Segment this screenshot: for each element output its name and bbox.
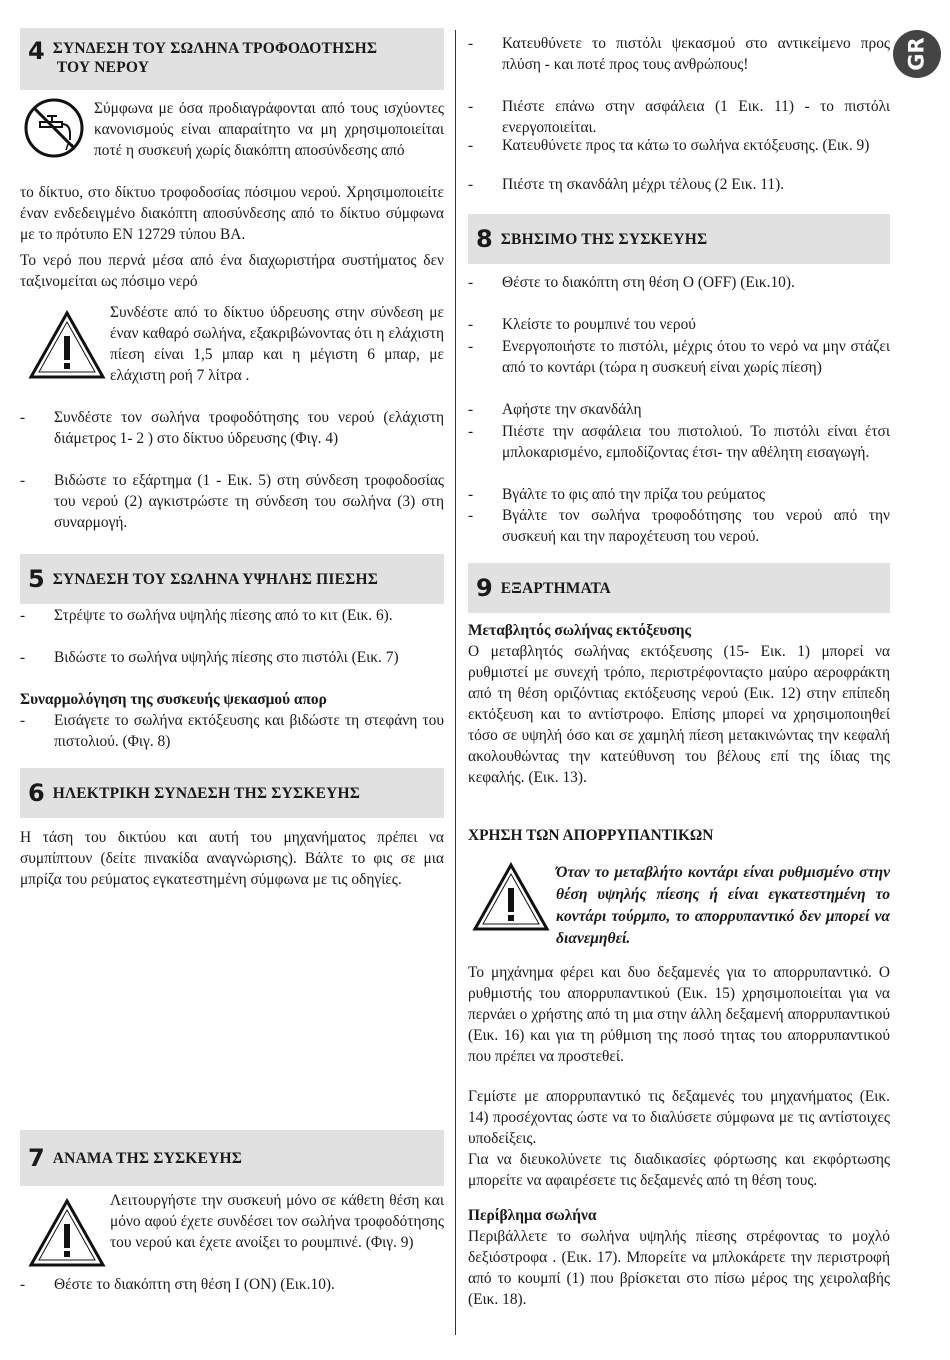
language-badge-text: GR <box>904 37 929 71</box>
list-dash: - <box>20 1276 26 1293</box>
list-item <box>468 135 890 179</box>
section-5-header <box>20 554 444 604</box>
section-6-header <box>20 768 444 818</box>
list-item <box>20 407 444 471</box>
list-item <box>468 33 890 99</box>
list-item-text: Πιέστε την ασφάλεια του πιστολιού. Το πιστόλι είναι έτσι μπλοκαρισμένο, εμποδίζοντας έτσι- την αθέλητη εισαγωγή. <box>502 423 890 461</box>
section-9-number: 9 <box>476 574 493 602</box>
section-9-paragraph-lance: Ο μεταβλητός σωλήνας εκτόξευσης (15- Εικ. 1) μπορεί να ρυθμιστεί με συνεχή τρόπο, περιστρέφονταςτο μαύρο αεροφράκτη από τη θέση οριζόντιας εκτόξευσης νερού (Εικ. 12) στην επίπεδη εκτόξευση και το αντίστροφο. Επίσης μπορεί να χρησιμοποιηθεί τόσο σε υψηλή όσο και σε χαμηλή πίεση μετακινώντας την κεφαλή ακολουθώντας την κατεύθυνση του βέλους επί της ίδιας της κεφαλής. (Εικ. 13). <box>468 643 890 786</box>
list-dash: - <box>468 316 474 333</box>
list-dash: - <box>20 472 26 489</box>
list-dash: - <box>20 607 26 624</box>
list-dash: - <box>20 409 26 426</box>
list-item-text: Ενεργοποιήστε το πιστόλι, μέχρις ότου το νερό να μην στάζει από το κοντάρι (τώρα η συσκευή είναι χωρίς πίεση) <box>502 338 890 376</box>
list-item <box>468 96 890 140</box>
list-item <box>468 399 890 423</box>
section-8-title: ΣΒΗΣΙΜΟ ΤΗΣ ΣΥΣΚΕΥΗΣ <box>500 230 708 248</box>
list-item-text: Κατευθύνετε προς τα κάτω το σωλήνα εκτόξευσης. (Εικ. 9) <box>502 137 870 154</box>
section-9-paragraph-detergent: Το μηχάνημα φέρει και δυο δεξαμενές για το απορρυπαντικό. Ο ρυθμιστής του απορρυπαντικού (Εικ. 15) χρησιμοποιείται για να περνάει ο χρήστης από τη μια στην άλλη δεξαμενή απορρυπαντικού (Εικ. 16) και για τη ρύθμιση της ποσό τητας του απορρυπαντικού που πρέπει να προστεθεί. <box>468 964 890 1065</box>
list-dash: - <box>468 274 474 291</box>
list-dash: - <box>468 176 474 193</box>
section-7-title: ΑΝΑΜΑ ΤΗΣ ΣΥΣΚΕΥΗΣ <box>52 1149 243 1167</box>
section-9-header <box>468 563 890 613</box>
list-dash: - <box>468 423 474 440</box>
section-4-warning-text: Συνδέστε από το δίκτυο ύδρευσης στην σύνδεση με έναν καθαρό σωλήνα, εξακριβώνοντας ότι η ελάχιστη πίεση είναι 1,5 μπαρ και η μέγιστη 6 μπαρ, με ελάχιστη ροή 7 λίτρα . <box>110 304 444 384</box>
list-item <box>20 1274 444 1298</box>
list-dash: - <box>468 486 474 503</box>
list-dash: - <box>468 35 474 52</box>
list-dash: - <box>468 137 474 154</box>
section-9-subheading-lance: Μεταβλητός σωλήνας εκτόξευσης <box>468 622 691 639</box>
section-9-paragraph-fill: Γεμίστε με απορρυπαντικό τις δεξαμενές του μηχανήματος (Εικ. 14) προσέχοντας ώστε να το διαλύσετε σύμφωνα με τις αντίστοιχες υποδείξεις. <box>468 1088 890 1147</box>
section-9-warning-text: Όταν το μεταβλήτο κοντάρι είναι ρυθμισμένο στην θέση υψηλής πίεσης ή είναι εγκατεστημένη το κοντάρι τούρμπο, το απορρυπαντικό δεν μπορεί να διανεμηθεί. <box>556 863 890 947</box>
section-4-title-line1: ΣΥΝΔΕΣΗ ΤΟΥ ΣΩΛΗΝΑ ΤΡΟΦΟΔΟΤΗΣΗΣ <box>52 40 378 57</box>
column-divider <box>455 30 456 1335</box>
list-item-text: Αφήστε την σκανδάλη <box>502 401 642 418</box>
section-5-subheading: Συναρμολόγηση της συσκευής ψεκασμού απορ <box>20 691 327 708</box>
list-item-text: Θέστε το διακόπτη στη θέση I (ON) (Εικ.10). <box>54 1276 335 1293</box>
list-item <box>468 421 890 485</box>
list-item <box>468 336 890 400</box>
list-item-text: Βγάλτε τον σωλήνα τροφοδότησης του νερού από την συσκευή και την παροχέτευση του νερού. <box>502 507 890 545</box>
list-item-text: Βιδώστε το σωλήνα υψηλής πίεσης στο πιστόλι (Εικ. 7) <box>54 649 399 666</box>
section-5-number: 5 <box>28 565 45 593</box>
list-dash: - <box>468 507 474 524</box>
language-badge <box>893 30 941 78</box>
section-6-text: Η τάση του δικτύου και αυτή του μηχανήματος πρέπει να συμπίπτουν (δείτε πινακίδα αναγνώρισης). Βάλτε το φις σε μια μπρίζα του ρεύματος εγκατεστημένη σύμφωνα με τις οδηγίες. <box>20 829 444 888</box>
list-item-text: Βγάλτε το φις από την πρίζα του ρεύματος <box>502 486 765 503</box>
section-8-header <box>468 214 890 264</box>
list-item-text: Πιέστε επάνω στην ασφάλεια (1 Εικ. 11) ‑ το πιστόλι ενεργοποιείται. <box>502 98 890 136</box>
section-4-intro-wrapped: Σύμφωνα με όσα προδιαγράφονται από τους ισχύοντες κανονισμούς είναι απαραίτητο να μη χρησιμοποιείται ποτέ η συσκευή χωρίς διακόπτη αποσύνδεσης από <box>94 100 444 159</box>
list-item-text: Κατευθύνετε το πιστόλι ψεκασμού στο αντικείμενο προς πλύση - και ποτέ προς τους ανθρώπους! <box>502 35 890 73</box>
section-9-paragraph-hose-reel: Περιβάλλετε το σωλήνα υψηλής πίεσης στρέφοντας το μοχλό δεξιόστροφα . (Εικ. 17). Μπορείτε να μπλοκάρετε την περιστροφή από το κουμπί (1) που βρίσκεται στο πίσω μέρος της χειρολαβής (Εικ. 18). <box>468 1228 890 1308</box>
list-dash: - <box>468 401 474 418</box>
list-item-text: Βιδώστε το εξάρτημα (1 - Εικ. 5) στη σύνδεση τροφοδοσίας του νερού (2) αγκιστρώστε τη σύνδεση του σωλήνα (3) στη συναρμογή. <box>54 472 444 531</box>
warning-icon <box>28 1198 106 1268</box>
section-6-title: ΗΛΕΚΤΡΙΚΗ ΣΥΝΔΕΣΗ ΤΗΣ ΣΥΣΚΕΥΗΣ <box>52 784 361 802</box>
section-9-subheading-hose-reel: Περίβλημα σωλήνα <box>468 1207 597 1224</box>
list-item <box>20 470 444 534</box>
section-9-title: ΕΞΑΡΤΗΜΑΤΑ <box>500 579 611 597</box>
warning-icon <box>28 310 106 380</box>
list-item <box>468 314 890 338</box>
list-item <box>20 605 444 649</box>
list-item-text: Στρέψτε το σωλήνα υψηλής πίεσης από το κιτ (Εικ. 6). <box>54 607 393 624</box>
list-item-text: Θέστε το διακόπτη στη θέση O (OFF) (Εικ.10). <box>502 274 795 291</box>
section-4-intro-2: Το νερό που περνά μέσα από ένα διαχωριστήρα συστήματος δεν ταξινομείται ως πόσιμο νερό <box>20 252 444 290</box>
section-5-title: ΣΥΝΔΕΣΗ ΤΟΥ ΣΩΛΗΝΑ ΥΨΗΛΗΣ ΠΙΕΣΗΣ <box>52 570 379 588</box>
list-dash: - <box>20 712 26 729</box>
section-8-number: 8 <box>476 225 493 253</box>
list-item <box>468 272 890 316</box>
list-dash: - <box>468 338 474 355</box>
list-item-text: Κλείστε το ρουμπινέ του νερού <box>502 316 696 333</box>
list-item-text: Συνδέστε τον σωλήνα τροφοδότησης του νερού (ελάχιστη διάμετρος 1- 2 ) στο δίκτυο ύδρευσης (Φιγ. 4) <box>54 409 444 447</box>
list-item-text: Πιέστε τη σκανδάλη μέχρι τέλους (2 Εικ. 11). <box>502 176 785 193</box>
list-item <box>468 505 890 549</box>
section-9-subheading-detergent: ΧΡΗΣΗ ΤΩΝ ΑΠΟΡΡΥΠΑΝΤΙΚΩΝ <box>468 827 714 844</box>
list-item-text: Εισάγετε το σωλήνα εκτόξευσης και βιδώστε τη στεφάνη του πιστολιού. (Φιγ. 8) <box>54 712 444 750</box>
list-dash: - <box>20 649 26 666</box>
warning-icon <box>472 862 550 932</box>
section-4-header <box>20 28 444 90</box>
section-4-intro-full: το δίκτυο, στο δίκτυο τροφοδοσίας πόσιμου νερού. Χρησιμοποιείτε έναν ενδεδειγμένο διακόπτη αποσύνδεσης από το δίκτυο σύμφωνα με το πρότυπο EN 12729 τύπου ΒΑ. <box>20 184 444 243</box>
list-item <box>468 174 890 198</box>
list-dash: - <box>468 98 474 115</box>
section-6-number: 6 <box>28 779 45 807</box>
section-4-number: 4 <box>28 37 45 65</box>
section-7-number: 7 <box>28 1144 45 1172</box>
list-item <box>20 710 444 754</box>
section-7-header <box>20 1130 444 1186</box>
no-potable-water-icon <box>22 96 86 160</box>
section-4-title-line2: ΤΟΥ ΝΕΡΟΥ <box>56 59 150 76</box>
list-item <box>20 647 444 691</box>
section-7-warning-text: Λειτουργήστε την συσκευή μόνο σε κάθετη θέση και μόνο αφού έχετε συνδέσει τον σωλήνα τροφοδότησης του νερού και έχετε ανοίξει το ρουμπινέ. (Φιγ. 9) <box>110 1192 444 1251</box>
section-9-paragraph-remove: Για να διευκολύνετε τις διαδικασίες φόρτωσης και εκφόρτωσης μπορείτε να αφαιρέσετε τις δεξαμενές από τη θέση τους. <box>468 1151 890 1189</box>
